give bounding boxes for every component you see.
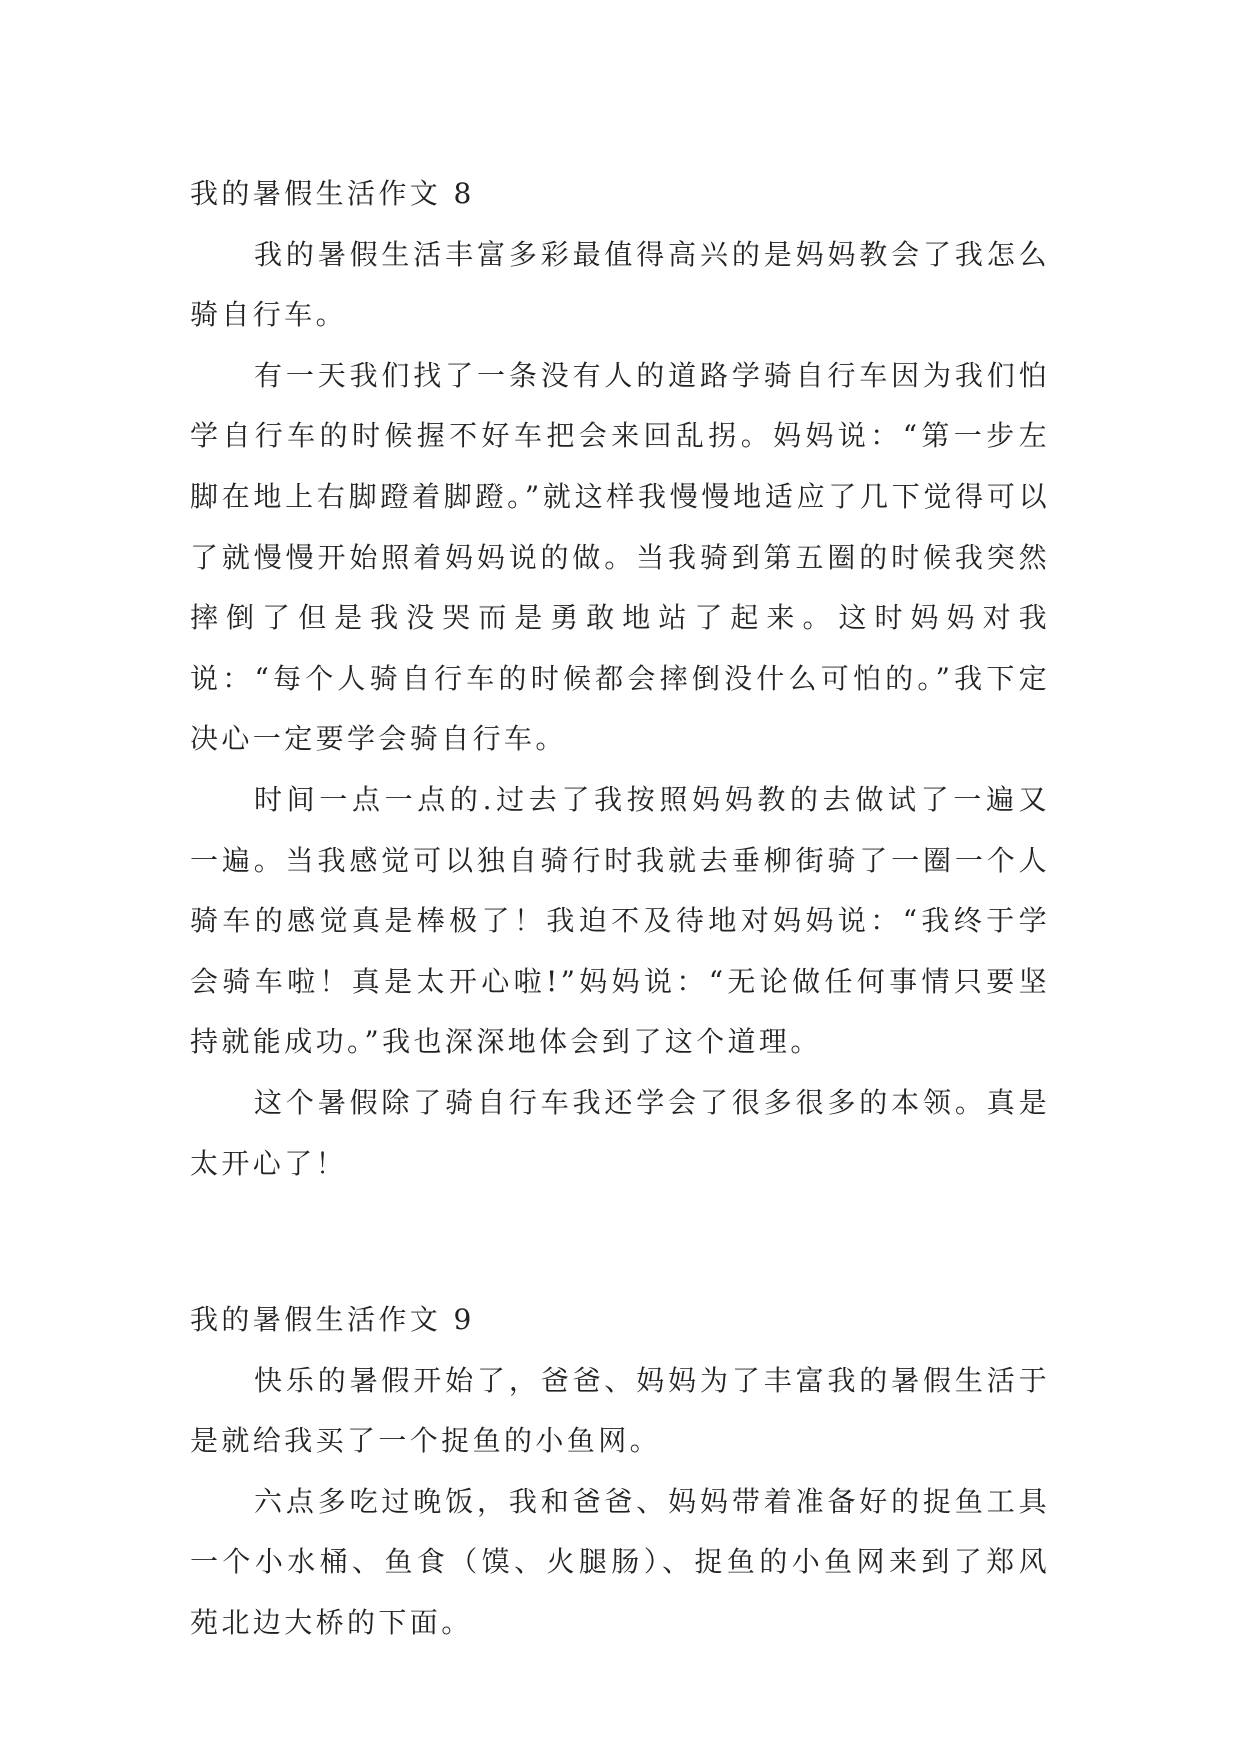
essay-title: 我的暑假生活作文 8 xyxy=(190,177,475,210)
essay-title: 我的暑假生活作文 9 xyxy=(190,1303,475,1337)
paragraph: 我的暑假生活丰富多彩最值得高兴的是妈妈教会了我怎么骑自行车。 xyxy=(190,237,1050,332)
paragraph: 快乐的暑假开始了，爸爸、妈妈为了丰富我的暑假生活于是就给我买了一个捉鱼的小鱼网。 xyxy=(190,1363,1050,1458)
essay-8 xyxy=(190,164,1050,1194)
paragraph: 时间一点一点的.过去了我按照妈妈教的去做试了一遍又一遍。当我感觉可以独自骑行时我就去垂柳街骑了一圈一个人骑车的感觉真是棒极了！我迫不及待地对妈妈说：“我终于学会骑车啦！真是太开心啦!”妈妈说：“无论做任何事情只要坚持就能成功。”我也深深地体会到了这个道理。 xyxy=(190,782,1050,1059)
paragraph: 这个暑假除了骑自行车我还学会了很多很多的本领。真是太开心了！ xyxy=(190,1085,1050,1180)
paragraph: 六点多吃过晚饭，我和爸爸、妈妈带着准备好的捉鱼工具一个小水桶、鱼食（馍、火腿肠）、捉鱼的小鱼网来到了郑风苑北边大桥的下面。 xyxy=(190,1484,1050,1640)
document-body xyxy=(190,164,1050,1654)
essay-9 xyxy=(190,1290,1050,1654)
paragraph: 有一天我们找了一条没有人的道路学骑自行车因为我们怕学自行车的时候握不好车把会来回乱拐。妈妈说：“第一步左脚在地上右脚蹬着脚蹬。”就这样我慢慢地适应了几下觉得可以了就慢慢开始照着妈妈说的做。当我骑到第五圈的时候我突然摔倒了但是我没哭而是勇敢地站了起来。这时妈妈对我说：“每个人骑自行车的时候都会摔倒没什么可怕的。”我下定决心一定要学会骑自行车。 xyxy=(190,358,1050,756)
